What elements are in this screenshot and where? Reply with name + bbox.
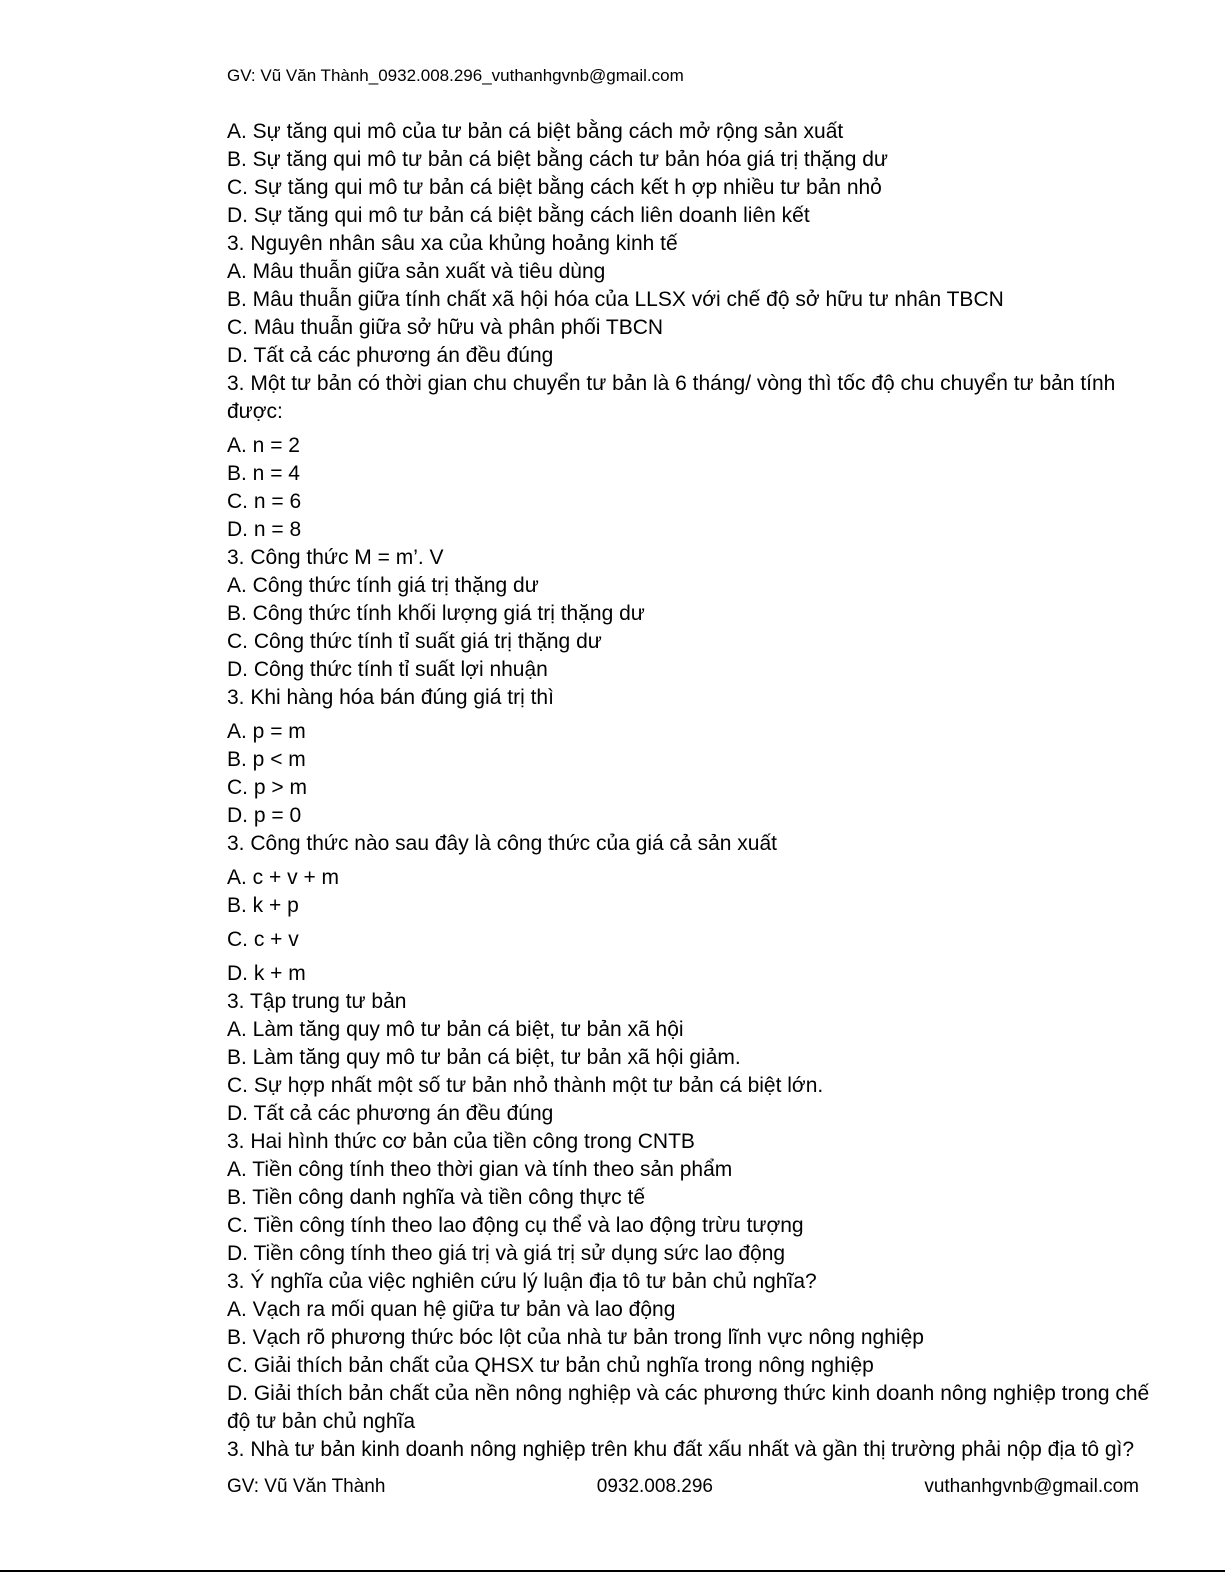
answer-d: D. k + m	[227, 962, 306, 985]
answer-a: A. Công thức tính giá trị thặng dư	[227, 574, 539, 597]
document-body	[227, 118, 1175, 1464]
answer-d: D. Giải thích bản chất của nền nông nghiệp và các phương thức kinh doanh nông nghiệp trong chế độ tư bản chủ nghĩa	[227, 1382, 1150, 1433]
answer-d: D. Tất cả các phương án đều đúng	[227, 344, 554, 367]
answer-a: A. p = m	[227, 720, 306, 743]
page-footer	[227, 1476, 1139, 1498]
answer-d: D. p = 0	[227, 804, 302, 827]
answer-c: C. Sự tăng qui mô tư bản cá biệt bằng cách kết h ợp nhiều tư bản nhỏ	[227, 176, 882, 199]
page-header: GV: Vũ Văn Thành_0932.008.296_vuthanhgvnb@gmail.com	[227, 66, 684, 85]
answer-c: C. c + v	[227, 928, 299, 951]
question: 3. Khi hàng hóa bán đúng giá trị thì	[227, 686, 554, 709]
answer-a: A. Làm tăng quy mô tư bản cá biệt, tư bản xã hội	[227, 1018, 684, 1041]
answer-d: D. Tiền công tính theo giá trị và giá trị sử dụng sức lao động	[227, 1242, 786, 1265]
answer-c: C. Giải thích bản chất của QHSX tư bản chủ nghĩa trong nông nghiệp	[227, 1354, 874, 1377]
question: 3. Tập trung tư bản	[227, 990, 407, 1013]
answer-d: D. n = 8	[227, 518, 302, 541]
answer-a: A. n = 2	[227, 434, 300, 457]
answer-b: B. k + p	[227, 894, 299, 917]
answer-d: D. Sự tăng qui mô tư bản cá biệt bằng cách liên doanh liên kết	[227, 204, 810, 227]
answer-a: A. Mâu thuẫn giữa sản xuất và tiêu dùng	[227, 260, 606, 283]
question: 3. Một tư bản có thời gian chu chuyển tư bản là 6 tháng/ vòng thì tốc độ chu chuyển tư bản tính được:	[227, 372, 1116, 423]
answer-c: C. p > m	[227, 776, 307, 799]
answer-a: A. Tiền công tính theo thời gian và tính theo sản phẩm	[227, 1158, 733, 1181]
answer-b: B. Vạch rõ phương thức bóc lột của nhà tư bản trong lĩnh vực nông nghiệp	[227, 1326, 924, 1349]
answer-b: B. Mâu thuẫn giữa tính chất xã hội hóa của LLSX với chế độ sở hữu tư nhân TBCN	[227, 288, 1004, 311]
answer-a: A. c + v + m	[227, 866, 340, 889]
answer-c: C. Mâu thuẫn giữa sở hữu và phân phối TBCN	[227, 316, 664, 339]
question: 3. Công thức M = m’. V	[227, 546, 444, 569]
footer-teacher: GV: Vũ Văn Thành	[227, 1476, 386, 1497]
question: 3. Ý nghĩa của việc nghiên cứu lý luận địa tô tư bản chủ nghĩa?	[227, 1270, 817, 1293]
answer-c: C. Công thức tính tỉ suất giá trị thặng dư	[227, 630, 602, 653]
footer-phone: 0932.008.296	[596, 1476, 713, 1497]
answer-b: B. Công thức tính khối lượng giá trị thặng dư	[227, 602, 645, 625]
answer-b: B. n = 4	[227, 462, 300, 485]
question: 3. Hai hình thức cơ bản của tiền công trong CNTB	[227, 1130, 695, 1153]
answer-d: D. Tất cả các phương án đều đúng	[227, 1102, 554, 1125]
answer-c: C. n = 6	[227, 490, 302, 513]
answer-a: A. Vạch ra mối quan hệ giữa tư bản và lao động	[227, 1298, 676, 1321]
footer-email: vuthanhgvnb@gmail.com	[924, 1476, 1139, 1497]
question: 3. Nhà tư bản kinh doanh nông nghiệp trên khu đất xấu nhất và gần thị trường phải nộp địa tô gì?	[227, 1438, 1135, 1461]
answer-a: A. Sự tăng qui mô của tư bản cá biệt bằng cách mở rộng sản xuất	[227, 120, 844, 143]
answer-b: B. Sự tăng qui mô tư bản cá biệt bằng cách tư bản hóa giá trị thặng dư	[227, 148, 888, 171]
answer-b: B. p < m	[227, 748, 306, 771]
answer-b: B. Làm tăng quy mô tư bản cá biệt, tư bản xã hội giảm.	[227, 1046, 741, 1069]
answer-c: C. Sự hợp nhất một số tư bản nhỏ thành một tư bản cá biệt lớn.	[227, 1074, 824, 1097]
question: 3. Nguyên nhân sâu xa của khủng hoảng kinh tế	[227, 232, 678, 255]
question: 3. Công thức nào sau đây là công thức của giá cả sản xuất	[227, 832, 777, 855]
answer-d: D. Công thức tính tỉ suất lợi nhuận	[227, 658, 548, 681]
answer-b: B. Tiền công danh nghĩa và tiền công thực tế	[227, 1186, 646, 1209]
page-bottom-divider	[0, 1570, 1225, 1572]
answer-c: C. Tiền công tính theo lao động cụ thể và lao động trừu tượng	[227, 1214, 804, 1237]
